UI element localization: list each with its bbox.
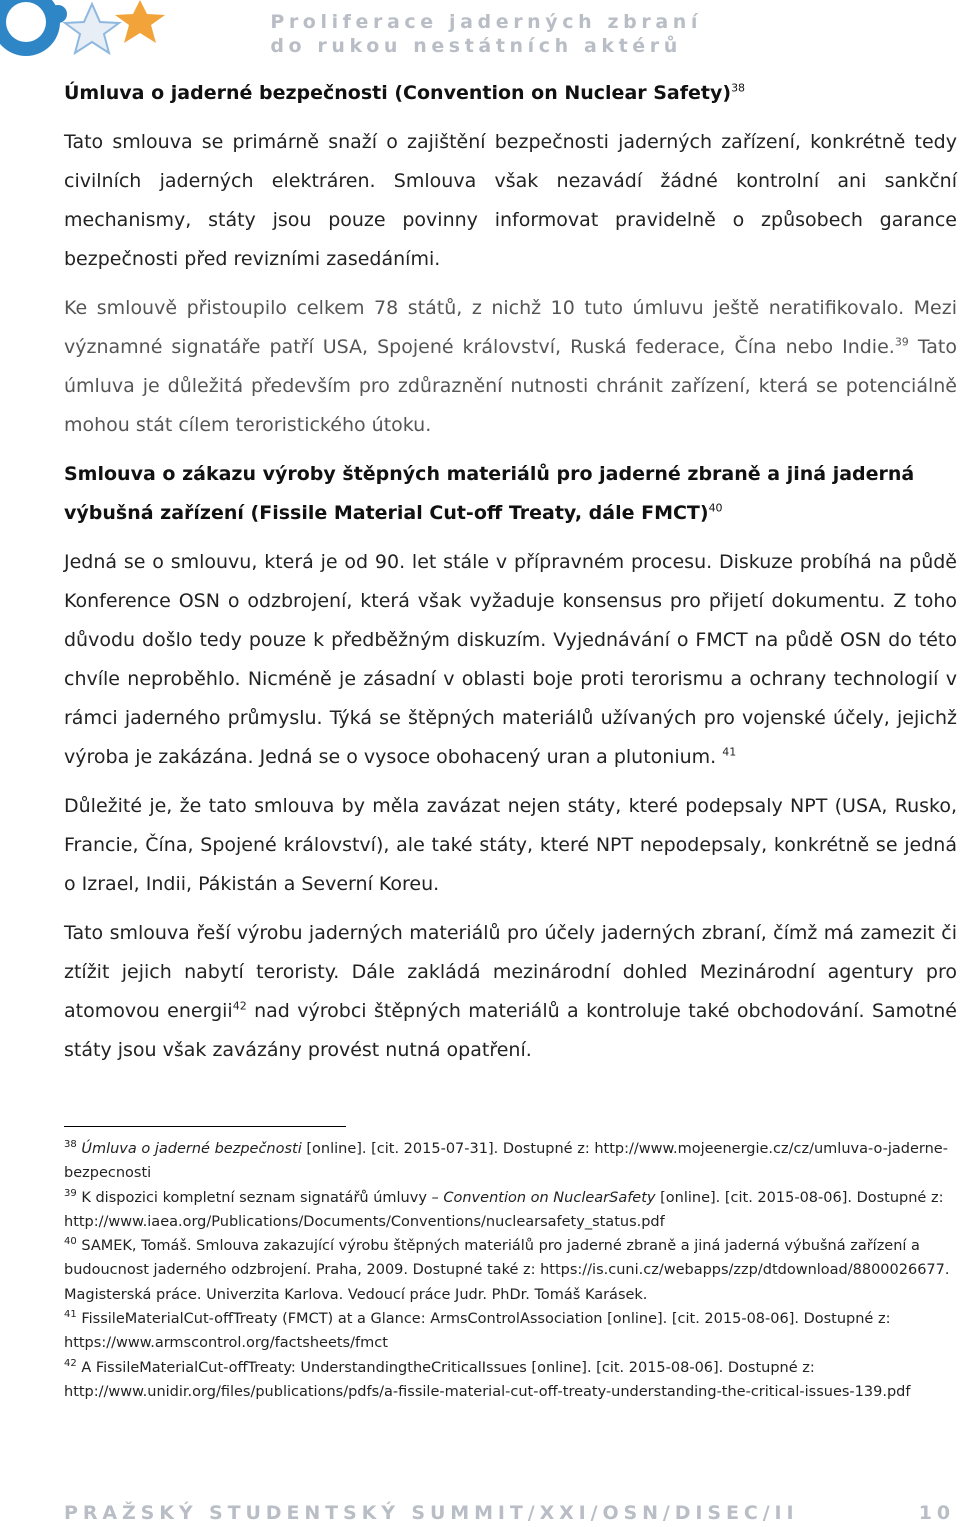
footnote-ref-39[interactable]: 39 xyxy=(894,335,909,349)
paragraph-fmct-1: Jedná se o smlouvu, která je od 90. let stále v přípravném procesu. Diskuze probíhá na půdě Konference OSN o odzbrojení, která však vyžaduje konsensus pro přijetí dokumentu. Z toho důvodu došlo tedy pouze k předběžným diskuzím. Vyjednávání o FMCT na půdě OSN do této chvíle neproběhlo. Nicméně je zásadní v oblasti boje proti terorismu a ochrany technologií v rámci jaderného průmyslu. Týká se štěpných materiálů užívaných pro vojenské účely, jejichž výroba je zakázána. Jedná se o vysoce obohacený uran a plutonium. $^{41}$ xyxy=(64,551,957,768)
page-footer xyxy=(64,1502,955,1524)
logo-white-star xyxy=(65,4,119,53)
section-heading-nuclear-safety: Úmluva o jaderné bezpečnosti (Convention on Nuclear Safety)$^{38}$ xyxy=(64,81,746,104)
paragraph-fmct-2: Důležité je, že tato smlouva by měla zavázat nejen státy, které podepsaly NPT (USA, Rusko, Francie, Čína, Spojené království), ale také státy, které NPT nepodepsaly, konkrétně se jedná o Izrael, Indii, Pákistán a Severní Koreu. xyxy=(64,795,957,895)
paragraph-fmct-3: Tato smlouva řeší výrobu jaderných materiálů pro účely jaderných zbraní, čímž má zamezit či ztížit jejich nabytí teroristy. Dále zakládá mezinárodní dohled Mezinárodní agentury pro atomovou energii$^{42}$ nad výrobci štěpných materiálů a kontroluje také obchodování. Samotné státy jsou však zavázány provést nutná opatření. xyxy=(64,922,957,1061)
paragraph-nuclear-safety-2: Ke smlouvě přistoupilo celkem 78 států, z nichž 10 tuto úmluvu ještě neratifikovalo. Mezi významné signatáře patří USA, Spojené království, Ruská federace, Čína nebo Indie.$^{39}$ Tato úmluva je důležitá především pro zdůraznění nutnosti chránit zařízení, která se potenciálně mohou stát cílem teroristického útoku. xyxy=(64,297,957,436)
header-title-line1: Proliferace jaderných zbraní xyxy=(270,11,702,33)
footnote-39: $^{39}$ K dispozici kompletní seznam signatářů úmluvy – Convention on NuclearSafety [online]. [cit. 2015-08-06]. Dostupné z: http://www.iaea.org/Publications/Documents/Conventions/nuclearsafety_status.pdf xyxy=(64,1187,944,1230)
header-title xyxy=(270,10,702,58)
footnote-ref-38[interactable]: 38 xyxy=(731,81,746,95)
footnote-separator xyxy=(64,1126,346,1127)
section-heading-fmct: Smlouva o zákazu výroby štěpných materiálů pro jaderné zbraně a jiná jaderná výbušná zařízení (Fissile Material Cut-off Treaty, dále FMCT)$^{40}$ xyxy=(64,463,915,524)
logo-blue-dot xyxy=(49,5,67,23)
header-title-line2: do rukou nestátních aktérů xyxy=(270,35,682,57)
footnotes xyxy=(64,1137,957,1404)
footer-summit-name: PRAŽSKÝ STUDENTSKÝ SUMMIT/XXI/OSN/DISEC/II xyxy=(64,1502,799,1524)
footnote-42: $^{42}$ A FissileMaterialCut-offTreaty: UnderstandingtheCriticalIssues [online]. [cit. 2015-08-06]. Dostupné z: http://www.unidir.org/files/publications/pdfs/a-fissile-material-cut-off-treaty-understanding-the-critical-issues-139.pdf xyxy=(64,1357,911,1400)
footnote-41: $^{41}$ FissileMaterialCut-offTreaty (FMCT) at a Glance: ArmsControlAssociation [online]. [cit. 2015-08-06]. Dostupné z: https://www.armscontrol.org/factsheets/fmct xyxy=(64,1309,891,1352)
footnote-38: $^{38}$ Úmluva o jaderné bezpečnosti [online]. [cit. 2015-07-31]. Dostupné z: http://www.mojeenergie.cz/cz/umluva-o-jaderne-bezpecnosti xyxy=(64,1139,948,1182)
summit-logo xyxy=(0,0,175,66)
logo-white-ring xyxy=(6,2,46,42)
page-content xyxy=(64,72,957,1070)
paragraph-nuclear-safety-1: Tato smlouva se primárně snaží o zajištění bezpečnosti jaderných zařízení, konkrétně tedy civilních jaderných elektráren. Smlouva však nezavádí žádné kontrolní ani sankční mechanismy, státy jsou pouze povinny informovat pravidelně o způsobech garance bezpečnosti před revizními zasedáními. xyxy=(64,131,957,270)
footnote-ref-41[interactable]: 41 xyxy=(722,745,737,759)
page-number: 10 xyxy=(918,1502,955,1524)
logo-orange-star xyxy=(115,0,165,43)
footnote-ref-40[interactable]: 40 xyxy=(708,501,723,515)
footnote-40: $^{40}$ SAMEK, Tomáš. Smlouva zakazující výrobu štěpných materiálů pro jaderné zbraně a jiná jaderná výbušná zařízení a budoucnost jaderného odzbrojení. Praha, 2009. Dostupné také z: https://is.cuni.cz/webapps/zzp/dtdownload/8800026677. Magisterská práce. Univerzita Karlova. Vedoucí práce Judr. PhDr. Tomáš Karásek. xyxy=(64,1236,950,1303)
footnote-ref-42[interactable]: 42 xyxy=(232,999,247,1013)
